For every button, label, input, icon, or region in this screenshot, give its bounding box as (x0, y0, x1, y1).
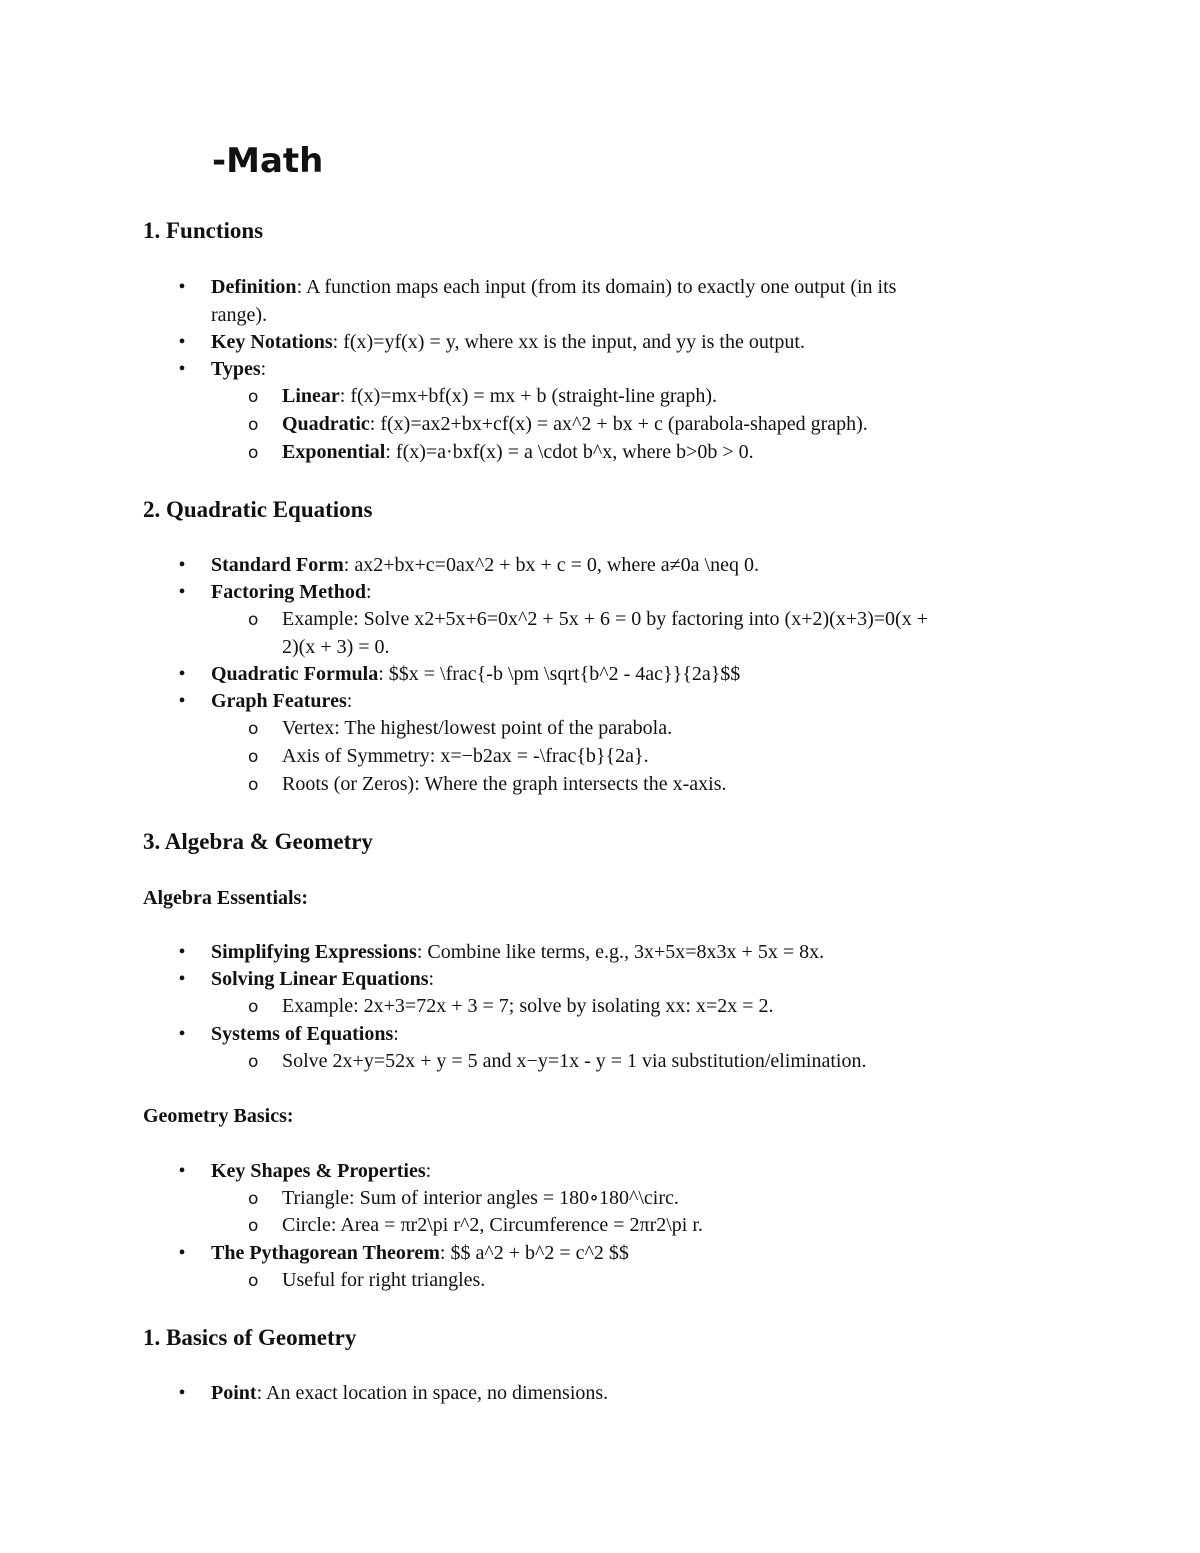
list-item-definition: • Definition: A function maps each input (from its domain) to exactly one output (in its (211, 273, 896, 301)
bullet-marker: • (178, 581, 186, 603)
list-item-types: • Types: (211, 355, 266, 383)
bullet-marker: • (178, 968, 186, 990)
sub-item-axis-of-symmetry: o Axis of Symmetry: x=−b2ax = -\frac{b}{2a}. (282, 742, 649, 770)
term-key-notations: Key Notations (211, 331, 333, 353)
term-pythagorean-theorem: The Pythagorean Theorem (211, 1242, 440, 1264)
bullet-marker: • (178, 554, 186, 576)
sub-item-systems-example: o Solve 2x+y=52x + y = 5 and x−y=1x - y = 1 via substitution/elimination. (282, 1047, 866, 1075)
sub-bullet-marker: o (248, 1052, 259, 1072)
sub-bullet-marker: o (248, 775, 259, 795)
sub-item-vertex: o Vertex: The highest/lowest point of the parabola. (282, 714, 672, 742)
term-simplifying-expressions: Simplifying Expressions (211, 941, 417, 963)
term-definition: Definition (211, 276, 297, 298)
sub-item-factoring-example-continued: 2)(x + 3) = 0. (282, 636, 390, 658)
sub-bullet-marker: o (248, 1189, 259, 1209)
subheading-geometry-basics: Geometry Basics: (143, 1105, 294, 1127)
sub-bullet-marker: o (248, 719, 259, 739)
list-item-graph-features: • Graph Features: (211, 687, 352, 715)
list-item-standard-form: • Standard Form: ax2+bx+c=0ax^2 + bx + c = 0, where a≠0a \neq 0. (211, 551, 759, 579)
term-types: Types (211, 358, 261, 380)
bullet-marker: • (178, 1242, 186, 1264)
bullet-marker: • (178, 663, 186, 685)
bullet-marker: • (178, 941, 186, 963)
list-item-factoring-method: • Factoring Method: (211, 578, 372, 606)
term-key-shapes: Key Shapes & Properties (211, 1160, 426, 1182)
bullet-marker: • (178, 1023, 186, 1045)
sub-bullet-marker: o (248, 443, 259, 463)
list-item-solving-linear-equations: • Solving Linear Equations: (211, 965, 434, 993)
sub-item-roots: o Roots (or Zeros): Where the graph intersects the x-axis. (282, 770, 727, 798)
list-item-quadratic-formula: • Quadratic Formula: $$x = \frac{-b \pm \sqrt{b^2 - 4ac}}{2a}$$ (211, 660, 740, 688)
list-item-point: • Point: An exact location in space, no dimensions. (211, 1379, 608, 1407)
list-item-systems-of-equations: • Systems of Equations: (211, 1020, 399, 1048)
list-item-key-shapes: • Key Shapes & Properties: (211, 1157, 431, 1185)
section-heading-basics-of-geometry: 1. Basics of Geometry (143, 1325, 357, 1350)
list-item-key-notations: • Key Notations: f(x)=yf(x) = y, where xx is the input, and yy is the output. (211, 328, 805, 356)
term-standard-form: Standard Form (211, 554, 344, 576)
term-linear: Linear (282, 385, 340, 407)
sub-item-solving-example: o Example: 2x+3=72x + 3 = 7; solve by isolating xx: x=2x = 2. (282, 992, 774, 1020)
bullet-marker: • (178, 1382, 186, 1404)
sub-bullet-marker: o (248, 1216, 259, 1236)
term-solving-linear-equations: Solving Linear Equations (211, 968, 429, 990)
subheading-algebra-essentials: Algebra Essentials: (143, 887, 308, 909)
term-quadratic-formula: Quadratic Formula (211, 663, 379, 685)
section-heading-quadratic-equations: 2. Quadratic Equations (143, 497, 373, 522)
sub-item-factoring-example: o Example: Solve x2+5x+6=0x^2 + 5x + 6 = 0 by factoring into (x+2)(x+3)=0(x + (282, 605, 928, 633)
bullet-marker: • (178, 331, 186, 353)
page-title: -Math (212, 141, 324, 181)
section-heading-functions: 1. Functions (143, 218, 264, 243)
term-quadratic: Quadratic (282, 413, 370, 435)
sub-item-exponential: o Exponential: f(x)=a·bxf(x) = a \cdot b^x, where b>0b > 0. (282, 438, 754, 466)
list-item-pythagorean-theorem: • The Pythagorean Theorem: $$ a^2 + b^2 = c^2 $$ (211, 1239, 629, 1267)
sub-item-triangle: o Triangle: Sum of interior angles = 180∘180^\circ. (282, 1184, 679, 1212)
sub-item-circle: o Circle: Area = πr2\pi r^2, Circumference = 2πr2\pi r. (282, 1211, 703, 1239)
list-item-definition-continued: range). (211, 304, 268, 326)
term-exponential: Exponential (282, 441, 386, 463)
sub-bullet-marker: o (248, 387, 259, 407)
term-factoring-method: Factoring Method (211, 581, 366, 603)
term-systems-of-equations: Systems of Equations (211, 1023, 394, 1045)
bullet-marker: • (178, 276, 186, 298)
sub-item-linear: o Linear: f(x)=mx+bf(x) = mx + b (straight-line graph). (282, 382, 717, 410)
sub-bullet-marker: o (248, 997, 259, 1017)
term-graph-features: Graph Features (211, 690, 347, 712)
bullet-marker: • (178, 1160, 186, 1182)
term-point: Point (211, 1382, 257, 1404)
sub-item-quadratic: o Quadratic: f(x)=ax2+bx+cf(x) = ax^2 + bx + c (parabola-shaped graph). (282, 410, 868, 438)
sub-bullet-marker: o (248, 747, 259, 767)
sub-bullet-marker: o (248, 610, 259, 630)
list-item-simplifying-expressions: • Simplifying Expressions: Combine like terms, e.g., 3x+5x=8x3x + 5x = 8x. (211, 938, 824, 966)
sub-item-right-triangles: o Useful for right triangles. (282, 1266, 485, 1294)
bullet-marker: • (178, 358, 186, 380)
sub-bullet-marker: o (248, 415, 259, 435)
bullet-marker: • (178, 690, 186, 712)
section-heading-algebra-geometry: 3. Algebra & Geometry (143, 829, 373, 854)
sub-bullet-marker: o (248, 1271, 259, 1291)
